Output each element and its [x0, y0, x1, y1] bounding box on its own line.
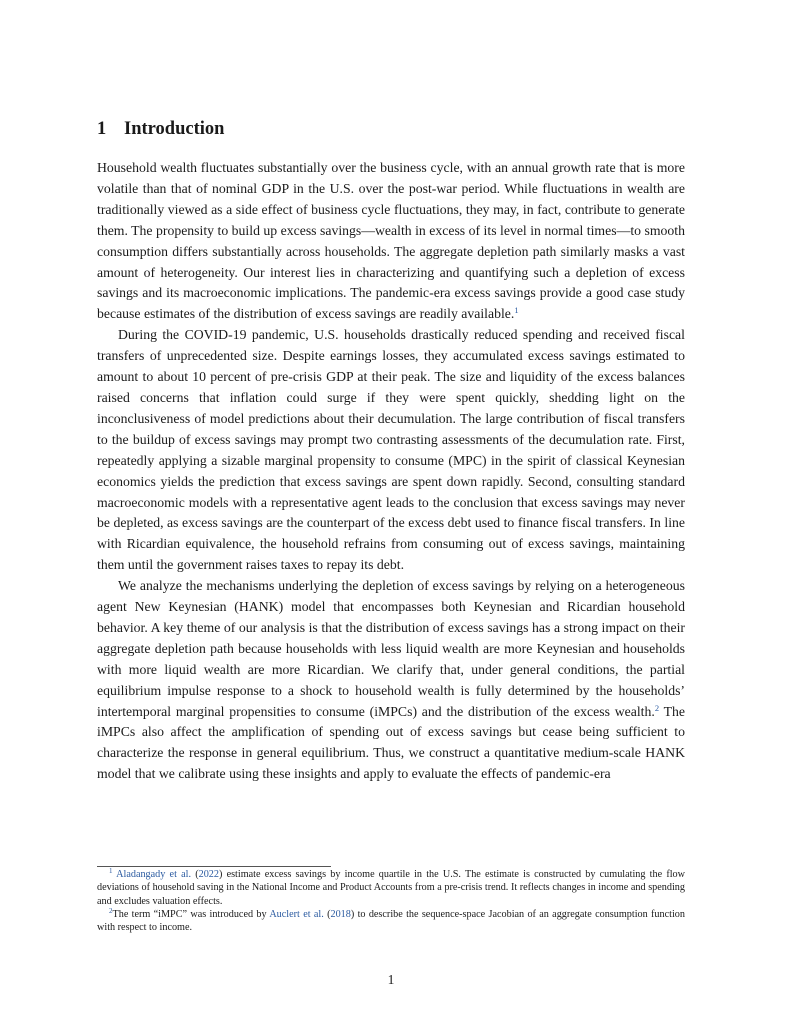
- footnote-1: $^1$ Aladangady et al. (2022) estimate excess savings by income quartile in the U.S. The estimate is constructed by cumulating the flow deviations of household saving in the National Income and Product Accounts from a pre-crisis trend. It reflects changes in income and spending and excludes valuation effects.: [97, 867, 685, 907]
- page-number: 1: [387, 972, 395, 987]
- footnote-rule: [97, 866, 331, 867]
- footnote-2-mark: 2: [109, 906, 113, 915]
- paragraph-3-text-before: We analyze the mechanisms underlying the depletion of excess savings by relying on a heterogeneous agent New Keynesian (HANK) model that encompasses both Keynesian and Ricardian household behavior. A key theme of our analysis is that the distribution of excess savings has a strong impact on their aggregate depletion path because households with less liquid wealth are more Keynesian and households with more liquid wealth are more Ricardian. We clarify that, under general conditions, the partial equilibrium impulse response to a shock to household wealth is fully determined by the households’ intertemporal marginal propensities to consume (iMPCs) and the distribution of the excess wealth.: [97, 578, 685, 719]
- body-text: [97, 158, 685, 785]
- footnote-2-year[interactable]: 2018: [330, 908, 351, 920]
- footnote-2-text: to describe the sequence-space Jacobian of an aggregate consumption function with respect to income.: [97, 908, 685, 934]
- footnotes: [97, 868, 685, 934]
- footnote-2: $^2$The term “iMPC” was introduced by Auclert et al. (2018) to describe the sequence-space Jacobian of an aggregate consumption function with respect to income.: [97, 906, 685, 934]
- section-title-text: Introduction: [124, 119, 225, 139]
- footnote-1-text: estimate excess savings by income quartile in the U.S. The estimate is constructed by cumulating the flow deviations of household saving in the National Income and Product Accounts from a pre-crisis trend. It reflects changes in income and spending and excludes valuation effects.: [97, 869, 685, 907]
- paragraph-1-text: Household wealth fluctuates substantially over the business cycle, with an annual growth rate that is more volatile than that of nominal GDP in the U.S. over the post-war period. While fluctuations in wealth are traditionally viewed as a side effect of business cycle fluctuations, they may, in fact, contribute to generate them. The propensity to build up excess savings—wealth in excess of its level in normal times—to smooth consumption differs substantially across households. The aggregate depletion path similarly masks a vast amount of heterogeneity. Our interest lies in characterizing and quantifying such a depletion of excess savings and its macroeconomic implications. The pandemic-era excess savings provide a good case study because estimates of the distribution of excess savings are readily available.: [97, 160, 685, 322]
- footnote-1-citation[interactable]: Aladangady et al.: [116, 869, 191, 880]
- footnote-2-text-before: The term “iMPC” was introduced by: [112, 908, 270, 920]
- footnote-marker-2[interactable]: 2: [654, 702, 660, 713]
- paragraph-3: [97, 576, 685, 785]
- footnote-2-citation[interactable]: Auclert et al.: [269, 908, 324, 920]
- footnote-marker-1[interactable]: 1: [514, 305, 519, 316]
- footnote-1-year[interactable]: 2022: [198, 869, 219, 880]
- paragraph-2-text: During the COVID-19 pandemic, U.S. households drastically reduced spending and received fiscal transfers of unprecedented size. Despite earnings losses, they accumulated excess savings estimated to amount to about 10 percent of pre-crisis GDP at their peak. The size and liquidity of the excess balances raised concerns that inflation could surge if they were spent quickly, shedding light on the inconclusiveness of model predictions about their decumulation. The large contribution of fiscal transfers to the buildup of excess savings may prompt two contrasting assessments of the decumulation rate. First, repeatedly applying a sizable marginal propensity to consume (MPC) in the spirit of classical Keynesian economics yields the prediction that excess savings are spent down rapidly. Second, consulting standard macroeconomic models with a representative agent leads to the conclusion that excess savings may never be depleted, as excess savings are the counterpart of the excess debt used to finance fiscal transfers. In line with Ricardian equivalence, the household refrains from consuming out of excess savings, maintaining them until the government raises taxes to repay its debt.: [97, 327, 685, 573]
- section-heading: [97, 119, 224, 140]
- footnote-1-mark: 1: [109, 867, 113, 875]
- paragraph-2: [97, 325, 685, 576]
- paragraph-3-text-after: The iMPCs also affect the amplification of spending out of excess savings but cease being sufficient to characterize the response in general equilibrium. Thus, we construct a quantitative medium-scale HANK model that we calibrate using these insights and apply to evaluate the effects of pandemic-era: [97, 703, 685, 782]
- section-number: 1: [97, 119, 107, 139]
- paragraph-1: [97, 158, 685, 325]
